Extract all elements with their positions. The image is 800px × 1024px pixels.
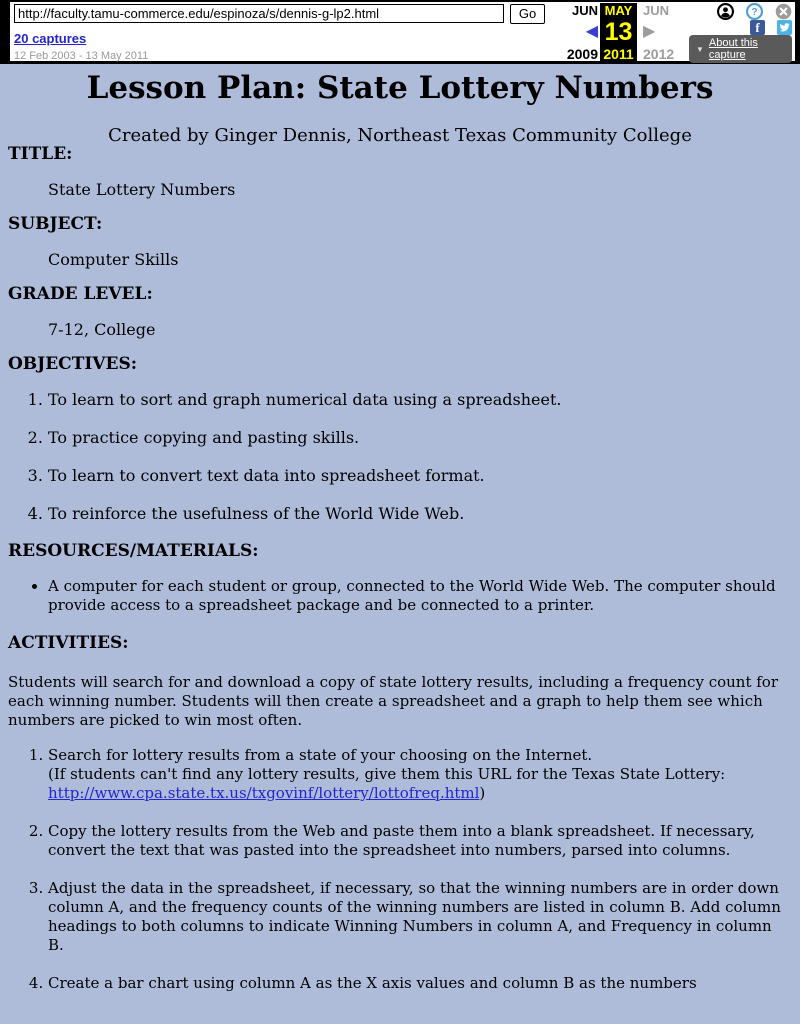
list-item: 3. To learn to convert text data into spreadsheet format. [48,466,792,485]
about-this-capture-button[interactable] [689,35,792,63]
objectives-list [8,390,792,523]
list-item: 1. To learn to sort and graph numerical data using a spreadsheet. [48,390,792,409]
section-label-subject: SUBJECT: [8,214,103,234]
go-button[interactable]: Go [510,4,545,24]
step1-line2: (If students can't find any lottery results, give them this URL for the Texas State Lottery: [48,765,726,783]
next-capture-column [637,3,689,62]
svg-text:?: ? [751,7,758,19]
next-capture-month[interactable]: JUN [643,3,670,18]
section-label-resources: RESOURCES/MATERIALS: [8,541,259,561]
prev-capture-column [554,3,598,62]
prev-capture-arrow-icon[interactable]: ◀ [585,23,598,40]
activities-intro-paragraph: Students will search for and download a copy of state lottery results, including a frequency count for each winning number. Students will then create a spreadsheet and a graph to help them see which numbers are picked to win most often. [8,673,779,729]
twitter-bird-icon [779,22,790,33]
list-item: • A computer for each student or group, connected to the World Wide Web. The computer should provide access to a spreadsheet package and be connected to a printer. [48,577,792,615]
list-item: 3. Adjust the data in the spreadsheet, if necessary, so that the winning numbers are in order down column A, and the frequency counts of the winning numbers are listed in column B. Add column headings to both columns to indicate Winning Numbers in column A, and Frequency in column B. [48,879,792,955]
capture-date-range: 12 Feb 2003 - 13 May 2011 [14,50,149,62]
current-capture-month: MAY [604,3,633,18]
lesson-plan-document [8,70,792,993]
byline: Created by Ginger Dennis, Northeast Texas Community College [108,125,692,146]
url-row [14,4,550,24]
next-capture-year[interactable]: 2012 [643,46,675,62]
texas-lottery-link[interactable]: http://www.cpa.state.tx.us/txgovinf/lottery/lottofreq.html [48,784,480,802]
list-item: 2. To practice copying and pasting skills. [48,428,792,447]
current-capture-year: 2011 [603,46,634,62]
section-label-grade-level: GRADE LEVEL: [8,284,153,304]
toolbar-icon-row-share [750,20,792,35]
field-value-title: State Lottery Numbers [48,180,236,199]
list-item: 2. Copy the lottery results from the Web and paste them into a blank spreadsheet. If necessary, convert the text that was pasted into the spreadsheet into numbers, parsed into columns. [48,822,792,860]
twitter-share-icon[interactable] [777,20,792,35]
current-capture-column [600,3,637,62]
step1-closing-paren: ) [479,784,486,802]
current-capture-day: 13 [604,18,633,46]
wayback-toolbar [0,0,800,64]
list-item: 4. Create a bar chart using column A as the X axis values and column B as the numbers [48,974,792,993]
archive-url-input[interactable] [14,4,504,23]
facebook-share-icon[interactable]: f [750,20,765,35]
user-account-icon[interactable] [717,3,734,20]
page-title: Lesson Plan: State Lottery Numbers [86,70,714,106]
captures-count-link[interactable]: 20 captures [14,31,87,46]
section-label-activities: ACTIVITIES: [8,633,129,653]
wayback-toolbar-inner [10,2,795,61]
about-this-capture-label: About this capture [708,37,758,61]
activities-list [8,746,792,993]
section-label-title: TITLE: [8,144,73,164]
field-value-grade-level: 7-12, College [48,320,156,339]
resources-list [8,577,792,615]
field-value-subject: Computer Skills [48,250,179,269]
list-item [48,746,792,803]
chevron-down-icon: ▼ [696,44,704,54]
toolbar-icons-section [689,3,793,62]
toolbar-icon-row-top [717,3,792,20]
prev-capture-year[interactable]: 2009 [566,46,598,62]
help-icon[interactable] [746,3,763,20]
toolbar-left-section [14,3,550,60]
prev-capture-month[interactable]: JUN [571,3,598,18]
step1-line1: 1. Search for lottery results from a state of your choosing on the Internet. [48,746,593,764]
section-label-objectives: OBJECTIVES: [8,354,138,374]
close-toolbar-icon[interactable] [775,3,792,20]
list-item: 4. To reinforce the usefulness of the World Wide Web. [48,504,792,523]
next-capture-arrow-icon[interactable]: ▶ [643,23,656,40]
